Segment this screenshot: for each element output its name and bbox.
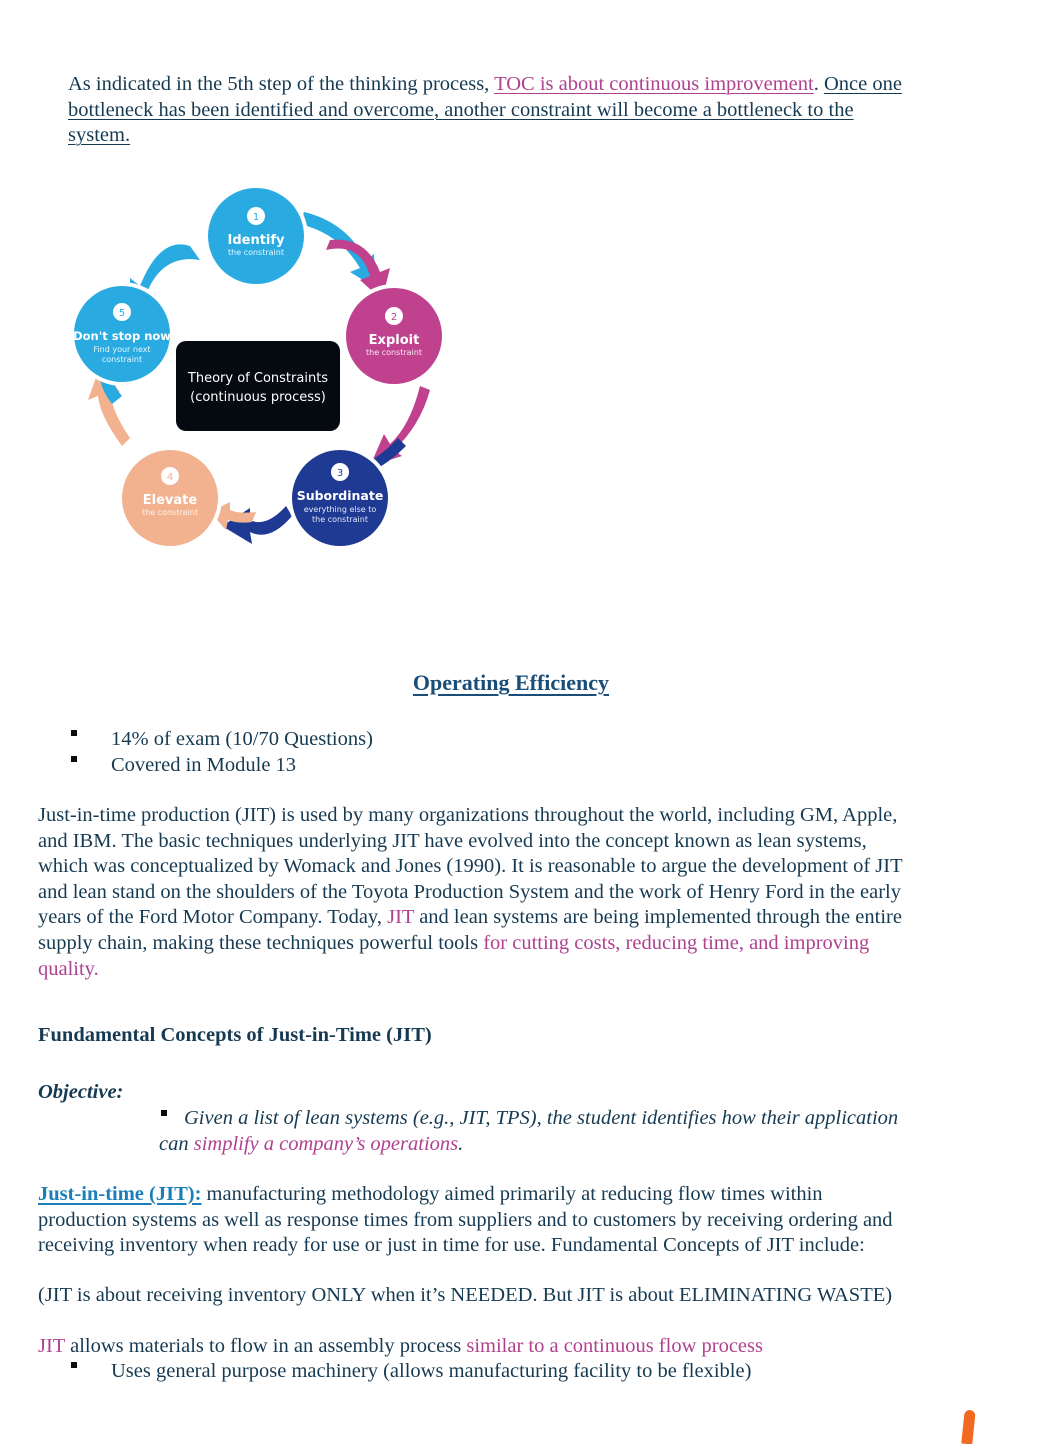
paragraph-line: and lean stand on the shoulders of the Toyota Production System and the work of Henry Ford in the early [38,880,902,903]
step-1-sub: the constraint [228,248,284,257]
step-5-number: 5 [118,308,126,319]
step-3-subordinate [288,446,392,550]
list-item [0,727,1061,753]
flow-highlight: JIT [38,1335,65,1357]
pen-mark [961,1410,975,1444]
step-2-number: 2 [390,312,398,323]
intro-text-period: . [813,73,824,95]
flow-line [38,1334,763,1360]
step-5-title: Don't stop now [73,329,171,343]
arrow-2-to-3 [370,386,430,466]
step-1-title: Identify [227,233,285,248]
objective-label: Objective: [38,1081,124,1103]
paragraph-line: and IBM. The basic techniques underlying JIT have evolved into the concept known as lean systems, [38,829,867,852]
bullet-icon [71,730,77,736]
list-item [0,753,1061,779]
paragraph-text: and lean systems are being implemented through the entire [414,906,902,929]
step-2-exploit [342,284,446,388]
objective-highlight: simplify a company’s operations [193,1132,459,1155]
step-3-sub-2: the constraint [312,515,368,524]
paragraph-highlight: for cutting costs, reducing time, and improving [483,931,870,954]
step-4-number: 4 [166,472,174,483]
center-title: Theory of Constraints [187,371,329,386]
paragraph-text: supply chain, making these techniques powerful tools [38,931,484,954]
step-5-sub-2: constraint [101,355,143,364]
list-item-text: 14% of exam (10/70 Questions) [111,728,373,750]
definition-text: production systems as well as response times from suppliers and to customers by receiving ordering and [38,1208,893,1231]
step-3-title: Subordinate [296,488,384,503]
flow-text: allows materials to flow in an assembly process [64,1335,467,1357]
objective-line: Given a list of lean systems (e.g., JIT, TPS), the student identifies how their application [184,1107,899,1129]
paragraph-line: which was conceptualized by Womack and Jones (1990). It is reasonable to argue the development of JIT [38,855,903,878]
paragraph-highlight: quality. [38,957,99,980]
center-subtitle: (continuous process) [190,390,326,405]
intro-text: As indicated in the 5th step of the thinking process, [68,73,495,95]
top-bullet-list [0,727,1061,778]
intro-paragraph [68,72,1028,149]
intro-highlight: TOC is about continuous improvement [494,73,814,95]
step-5-dont-stop [70,282,174,386]
paragraph-highlight: JIT [387,906,415,929]
definition-text: receiving inventory when ready for use or just in time for use. Fundamental Concepts of JIT include: [38,1234,865,1257]
intro-underlined-text: Once one [823,73,902,95]
objective-text [159,1106,1039,1157]
step-4-sub: the constraint [142,508,198,517]
list-item-text: Covered in Module 13 [111,753,297,776]
intro-underlined-text-3: system. [68,124,131,147]
flow-highlight: similar to a continuous flow process [466,1335,763,1357]
bullet-icon [71,756,77,762]
jit-intro-paragraph [38,803,1028,982]
bullet-icon [161,1110,167,1116]
step-3-number: 3 [336,468,344,479]
step-1-identify [204,184,308,288]
step-5-sub: Find your next [93,345,151,354]
center-box [176,341,340,431]
step-4-elevate [118,446,222,550]
list-item-text: Uses general purpose machinery (allows manufacturing facility to be flexible) [111,1360,752,1382]
objective-line: can [159,1132,194,1155]
paragraph-line: Just-in-time production (JIT) is used by many organizations throughout the world, including GM, Apple, [38,804,898,826]
objective-period: . [458,1132,464,1155]
step-4-title: Elevate [142,493,198,508]
subheading: Fundamental Concepts of Just-in-Time (JIT) [38,1024,432,1046]
step-3-sub: everything else to [303,505,377,514]
list-item [0,1359,1061,1385]
bullet-icon [71,1362,77,1368]
step-1-number: 1 [252,212,260,223]
intro-underlined-text-2: bottleneck has been identified and overcome, another constraint will become a bottleneck to the [68,98,854,121]
section-title-wrap [0,670,1022,696]
step-2-title: Exploit [368,333,420,348]
toc-cycle-diagram [60,176,460,556]
step-2-sub: the constraint [366,348,422,357]
section-title: Operating Efficiency [412,670,610,695]
jit-definition [38,1182,1028,1259]
bottom-bullet-list [0,1359,1061,1385]
definition-text: manufacturing methodology aimed primarily at reducing flow times within [201,1183,823,1205]
paragraph-text: years of the Ford Motor Company. Today, [38,906,388,929]
jit-note: (JIT is about receiving inventory ONLY when it’s NEEDED. But JIT is about ELIMINATING WASTE) [38,1284,893,1306]
jit-term-link[interactable]: Just-in-time (JIT): [38,1183,202,1205]
